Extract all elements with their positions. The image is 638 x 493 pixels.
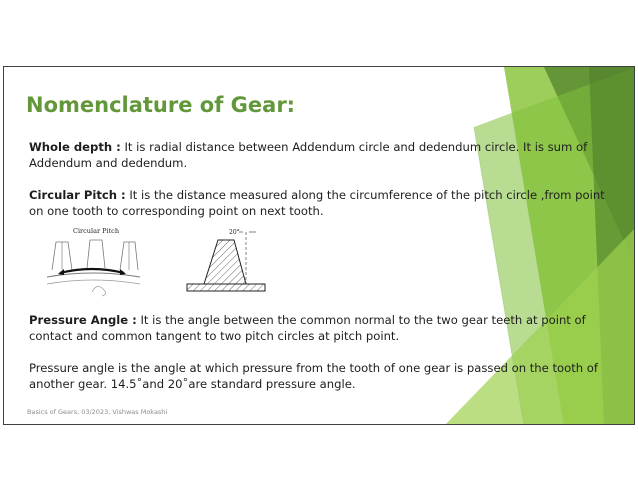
circular-pitch-definition — [29, 187, 611, 219]
pressure-angle-definition — [29, 312, 611, 344]
whole-depth-definition — [29, 139, 611, 171]
definitions-bottom — [29, 312, 611, 408]
whole-depth-text: It is radial distance between Addendum circle and dedendum circle. It is sum of Addendum and dedendum. — [29, 140, 588, 170]
circular-pitch-text: It is the distance measured along the circumference of the pitch circle ,from point on one tooth to corresponding point on next tooth. — [29, 188, 605, 218]
circular-pitch-figure-label: Circular Pitch — [73, 227, 120, 235]
pressure-angle-figure-label: 20° — [229, 229, 240, 236]
circular-pitch-label: Circular Pitch : — [29, 188, 126, 202]
pressure-angle-tooth-diagram — [184, 222, 274, 297]
slide-footer: Basics of Gears, 03/2023, Vishwas Mokashi — [27, 408, 168, 416]
pressure-angle-note: Pressure angle is the angle at which pressure from the tooth of one gear is passed on the tooth of another gear. 14.5˚and 20˚are standard pressure angle. — [29, 361, 598, 391]
circular-pitch-diagram — [42, 222, 142, 297]
figures-row — [4, 217, 635, 307]
slide-title: Nomenclature of Gear: — [26, 93, 296, 117]
slide — [3, 66, 635, 425]
pressure-angle-text: It is the angle between the common normal to the two gear teeth at point of contact and common tangent to two pitch circles at pitch point. — [29, 313, 586, 343]
pressure-angle-label: Pressure Angle : — [29, 313, 137, 327]
whole-depth-label: Whole depth : — [29, 140, 121, 154]
